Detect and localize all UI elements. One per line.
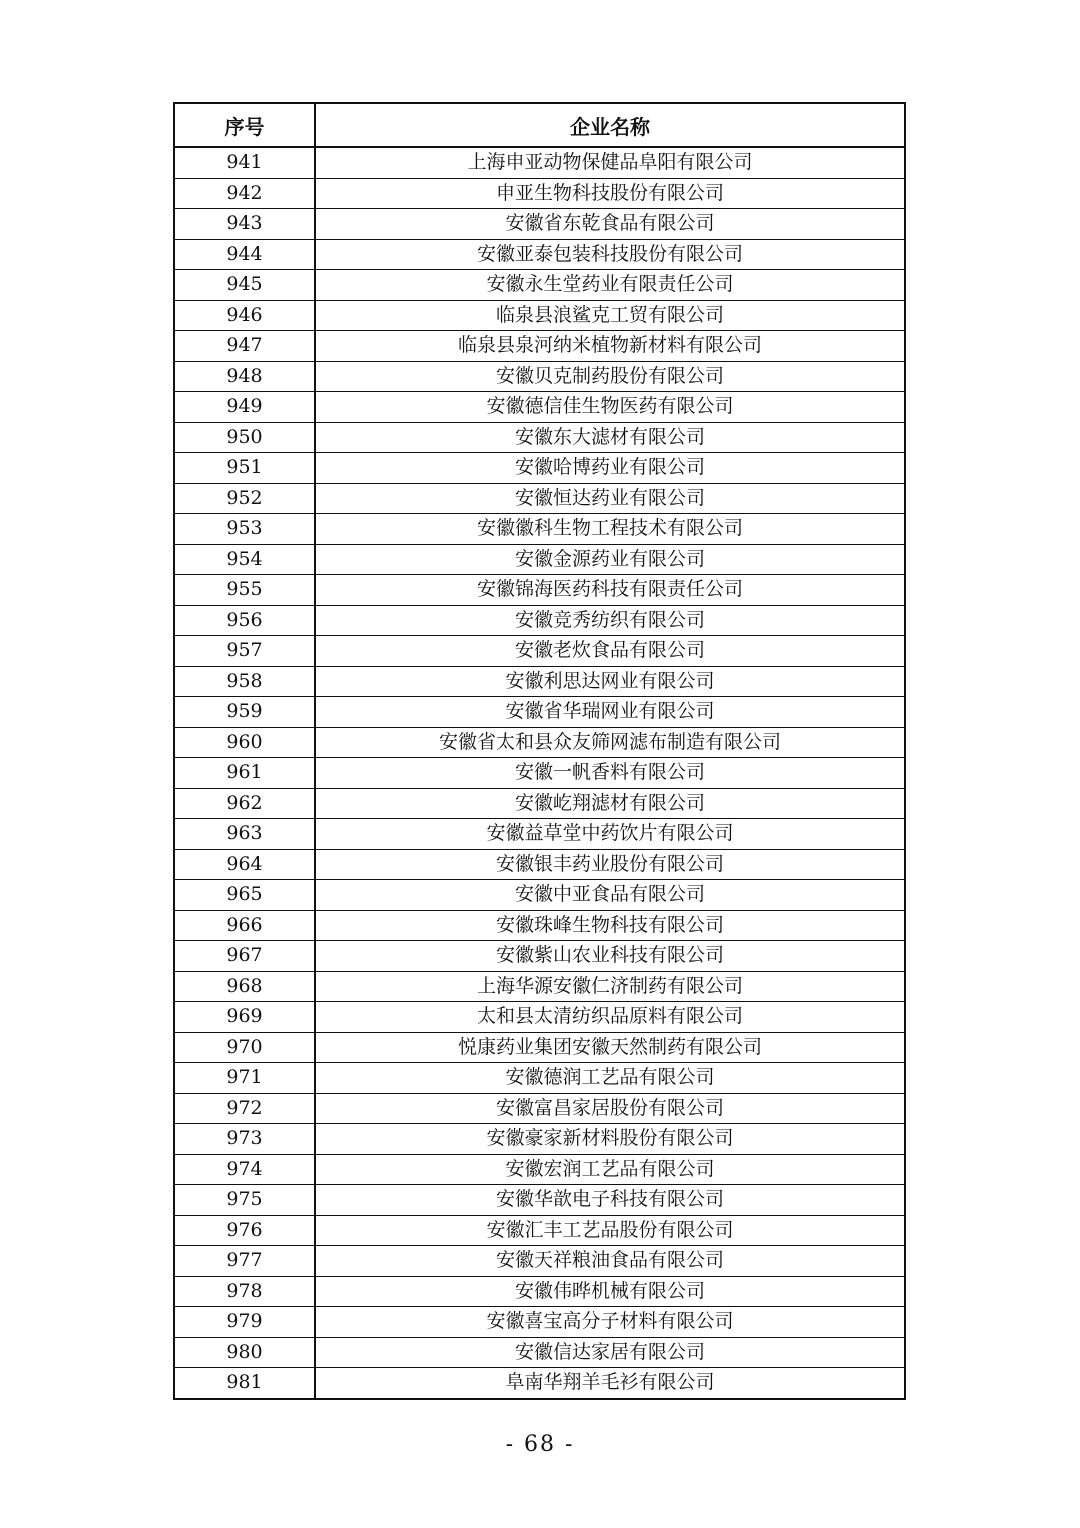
table-row bbox=[174, 239, 905, 270]
company-name-cell: 安徽贝克制药股份有限公司 bbox=[315, 361, 905, 392]
serial-number-cell: 979 bbox=[174, 1307, 315, 1338]
serial-number-cell: 975 bbox=[174, 1185, 315, 1216]
serial-number-cell: 946 bbox=[174, 300, 315, 331]
serial-number-cell: 965 bbox=[174, 880, 315, 911]
company-name-cell: 安徽一帆香料有限公司 bbox=[315, 758, 905, 789]
serial-number-cell: 956 bbox=[174, 605, 315, 636]
table-row bbox=[174, 1185, 905, 1216]
serial-number-cell: 954 bbox=[174, 544, 315, 575]
company-name-cell: 安徽竞秀纺织有限公司 bbox=[315, 605, 905, 636]
company-name-cell: 安徽省太和县众友筛网滤布制造有限公司 bbox=[315, 727, 905, 758]
table-row bbox=[174, 971, 905, 1002]
table-row bbox=[174, 1093, 905, 1124]
table-row bbox=[174, 147, 905, 178]
header-company-name: 企业名称 bbox=[315, 103, 905, 147]
serial-number-cell: 970 bbox=[174, 1032, 315, 1063]
serial-number-cell: 955 bbox=[174, 575, 315, 606]
serial-number-cell: 950 bbox=[174, 422, 315, 453]
table-row bbox=[174, 1032, 905, 1063]
serial-number-cell: 945 bbox=[174, 270, 315, 301]
table-row bbox=[174, 422, 905, 453]
serial-number-cell: 957 bbox=[174, 636, 315, 667]
serial-number-cell: 971 bbox=[174, 1063, 315, 1094]
table-row bbox=[174, 1215, 905, 1246]
company-name-cell: 太和县太清纺织品原料有限公司 bbox=[315, 1002, 905, 1033]
table-row bbox=[174, 758, 905, 789]
table-row bbox=[174, 361, 905, 392]
table-row bbox=[174, 1124, 905, 1155]
table-body bbox=[174, 147, 905, 1399]
table-header bbox=[174, 103, 905, 147]
serial-number-cell: 961 bbox=[174, 758, 315, 789]
company-name-cell: 安徽利思达网业有限公司 bbox=[315, 666, 905, 697]
table-row bbox=[174, 849, 905, 880]
table-row bbox=[174, 1154, 905, 1185]
serial-number-cell: 948 bbox=[174, 361, 315, 392]
serial-number-cell: 977 bbox=[174, 1246, 315, 1277]
table-row bbox=[174, 788, 905, 819]
table-row bbox=[174, 1368, 905, 1399]
company-name-cell: 悦康药业集团安徽天然制药有限公司 bbox=[315, 1032, 905, 1063]
company-name-cell: 安徽徽科生物工程技术有限公司 bbox=[315, 514, 905, 545]
serial-number-cell: 958 bbox=[174, 666, 315, 697]
company-name-cell: 安徽省华瑞网业有限公司 bbox=[315, 697, 905, 728]
serial-number-cell: 944 bbox=[174, 239, 315, 270]
table-row bbox=[174, 636, 905, 667]
company-name-cell: 安徽汇丰工艺品股份有限公司 bbox=[315, 1215, 905, 1246]
company-name-cell: 安徽华歆电子科技有限公司 bbox=[315, 1185, 905, 1216]
serial-number-cell: 978 bbox=[174, 1276, 315, 1307]
serial-number-cell: 941 bbox=[174, 147, 315, 178]
company-name-cell: 上海华源安徽仁济制药有限公司 bbox=[315, 971, 905, 1002]
serial-number-cell: 976 bbox=[174, 1215, 315, 1246]
serial-number-cell: 963 bbox=[174, 819, 315, 850]
table-row bbox=[174, 331, 905, 362]
company-name-cell: 安徽富昌家居股份有限公司 bbox=[315, 1093, 905, 1124]
company-name-cell: 安徽银丰药业股份有限公司 bbox=[315, 849, 905, 880]
table-row bbox=[174, 453, 905, 484]
company-name-cell: 安徽德润工艺品有限公司 bbox=[315, 1063, 905, 1094]
header-row bbox=[174, 103, 905, 147]
table-row bbox=[174, 270, 905, 301]
company-name-cell: 临泉县浪鲨克工贸有限公司 bbox=[315, 300, 905, 331]
serial-number-cell: 951 bbox=[174, 453, 315, 484]
table-row bbox=[174, 178, 905, 209]
table-row bbox=[174, 392, 905, 423]
table-row bbox=[174, 880, 905, 911]
table-row bbox=[174, 300, 905, 331]
serial-number-cell: 973 bbox=[174, 1124, 315, 1155]
serial-number-cell: 943 bbox=[174, 209, 315, 240]
table-row bbox=[174, 514, 905, 545]
table-row bbox=[174, 1307, 905, 1338]
company-name-cell: 安徽亚泰包装科技股份有限公司 bbox=[315, 239, 905, 270]
table-row bbox=[174, 910, 905, 941]
table-row bbox=[174, 605, 905, 636]
table-row bbox=[174, 697, 905, 728]
table-row bbox=[174, 1246, 905, 1277]
serial-number-cell: 964 bbox=[174, 849, 315, 880]
company-name-cell: 安徽哈博药业有限公司 bbox=[315, 453, 905, 484]
company-name-cell: 安徽金源药业有限公司 bbox=[315, 544, 905, 575]
table-row bbox=[174, 941, 905, 972]
serial-number-cell: 967 bbox=[174, 941, 315, 972]
company-name-cell: 安徽宏润工艺品有限公司 bbox=[315, 1154, 905, 1185]
company-name-cell: 安徽屹翔滤材有限公司 bbox=[315, 788, 905, 819]
serial-number-cell: 966 bbox=[174, 910, 315, 941]
header-serial-number: 序号 bbox=[174, 103, 315, 147]
company-name-cell: 安徽恒达药业有限公司 bbox=[315, 483, 905, 514]
company-name-cell: 安徽伟晔机械有限公司 bbox=[315, 1276, 905, 1307]
serial-number-cell: 980 bbox=[174, 1337, 315, 1368]
company-list-table bbox=[173, 102, 906, 1400]
company-name-cell: 安徽永生堂药业有限责任公司 bbox=[315, 270, 905, 301]
company-name-cell: 安徽珠峰生物科技有限公司 bbox=[315, 910, 905, 941]
company-name-cell: 安徽中亚食品有限公司 bbox=[315, 880, 905, 911]
company-name-cell: 安徽省东乾食品有限公司 bbox=[315, 209, 905, 240]
company-name-cell: 安徽锦海医药科技有限责任公司 bbox=[315, 575, 905, 606]
serial-number-cell: 962 bbox=[174, 788, 315, 819]
serial-number-cell: 949 bbox=[174, 392, 315, 423]
serial-number-cell: 953 bbox=[174, 514, 315, 545]
company-name-cell: 安徽益草堂中药饮片有限公司 bbox=[315, 819, 905, 850]
company-name-cell: 安徽德信佳生物医药有限公司 bbox=[315, 392, 905, 423]
serial-number-cell: 942 bbox=[174, 178, 315, 209]
table-row bbox=[174, 483, 905, 514]
company-name-cell: 安徽东大滤材有限公司 bbox=[315, 422, 905, 453]
company-name-cell: 安徽紫山农业科技有限公司 bbox=[315, 941, 905, 972]
company-name-cell: 安徽天祥粮油食品有限公司 bbox=[315, 1246, 905, 1277]
company-name-cell: 安徽老炊食品有限公司 bbox=[315, 636, 905, 667]
serial-number-cell: 959 bbox=[174, 697, 315, 728]
company-name-cell: 申亚生物科技股份有限公司 bbox=[315, 178, 905, 209]
company-name-cell: 上海申亚动物保健品阜阳有限公司 bbox=[315, 147, 905, 178]
serial-number-cell: 981 bbox=[174, 1368, 315, 1399]
serial-number-cell: 960 bbox=[174, 727, 315, 758]
company-name-cell: 安徽信达家居有限公司 bbox=[315, 1337, 905, 1368]
serial-number-cell: 969 bbox=[174, 1002, 315, 1033]
serial-number-cell: 968 bbox=[174, 971, 315, 1002]
table-row bbox=[174, 727, 905, 758]
table-row bbox=[174, 819, 905, 850]
company-name-cell: 阜南华翔羊毛衫有限公司 bbox=[315, 1368, 905, 1399]
company-name-cell: 安徽豪家新材料股份有限公司 bbox=[315, 1124, 905, 1155]
table-row bbox=[174, 1337, 905, 1368]
page-number: - 68 - bbox=[505, 1432, 575, 1457]
table-row bbox=[174, 666, 905, 697]
table-row bbox=[174, 575, 905, 606]
serial-number-cell: 972 bbox=[174, 1093, 315, 1124]
table-row bbox=[174, 1063, 905, 1094]
serial-number-cell: 974 bbox=[174, 1154, 315, 1185]
table-row bbox=[174, 1276, 905, 1307]
company-name-cell: 安徽喜宝高分子材料有限公司 bbox=[315, 1307, 905, 1338]
table-row bbox=[174, 544, 905, 575]
serial-number-cell: 947 bbox=[174, 331, 315, 362]
serial-number-cell: 952 bbox=[174, 483, 315, 514]
company-name-cell: 临泉县泉河纳米植物新材料有限公司 bbox=[315, 331, 905, 362]
table-row bbox=[174, 209, 905, 240]
table-row bbox=[174, 1002, 905, 1033]
